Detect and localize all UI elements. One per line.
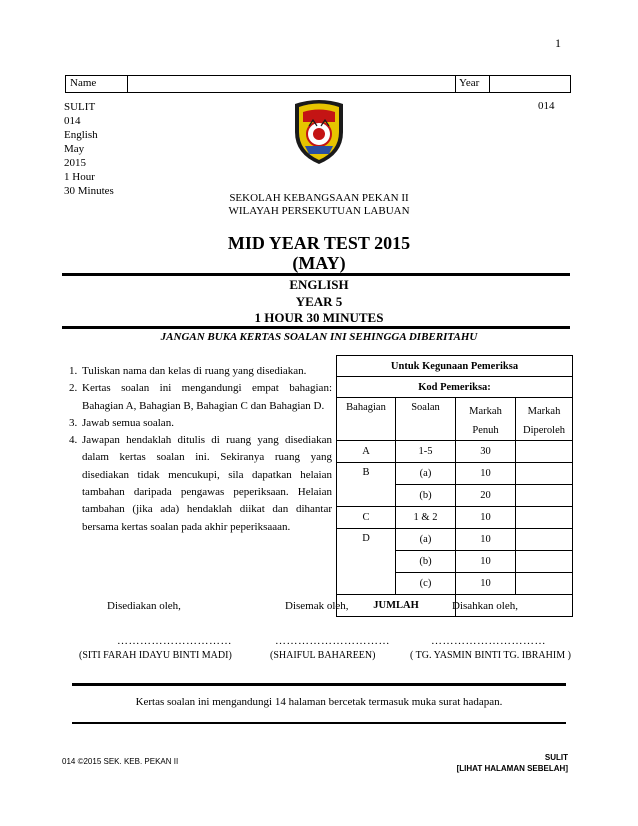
test-title: MID YEAR TEST 2015 bbox=[227, 233, 411, 253]
header-code: 014 bbox=[538, 100, 555, 112]
instruction-item: 4. Jawapan hendaklah ditulis di ruang yang disediakan dalam kertas soalan ini. Sekiranya ruang yang disediakan tidak mencukupi, sila dapatkan helaian tambahan daripada pengawas peperiksaan. Helaian tambahan (jika ada) hendaklah diikat dan dihantar bersama kertas soalan pada akhir peperiksaaan. bbox=[80, 432, 332, 536]
name-label: Name bbox=[70, 77, 97, 89]
prepared-by-name: (SITI FARAH IDAYU BINTI MADI) bbox=[79, 650, 232, 661]
examiner-table-title: Untuk Kegunaan Pemeriksa bbox=[337, 356, 573, 377]
obtained-mark-cell[interactable] bbox=[516, 441, 573, 463]
paper-duration-hour: 1 Hour bbox=[64, 171, 95, 183]
school-name: SEKOLAH KEBANGSAAN PEKAN II bbox=[229, 192, 409, 204]
divider bbox=[62, 273, 570, 276]
section-cell: D bbox=[337, 529, 396, 595]
divider bbox=[72, 722, 566, 724]
table-row bbox=[337, 441, 573, 463]
examiner-code-label: Kod Pemeriksa: bbox=[337, 377, 573, 398]
paper-status: SULIT bbox=[64, 101, 96, 113]
approved-by-name: ( TG. YASMIN BINTI TG. IBRAHIM ) bbox=[410, 650, 571, 661]
footer-status: SULIT bbox=[544, 753, 568, 762]
column-header: Markah Penuh bbox=[456, 398, 516, 441]
name-year-box bbox=[65, 75, 571, 93]
question-cell: 1-5 bbox=[396, 441, 456, 463]
prepared-by-label: Disediakan oleh, bbox=[107, 600, 181, 612]
paper-code: 014 bbox=[64, 115, 81, 127]
year-label: Year bbox=[459, 77, 480, 89]
subject-year: YEAR 5 bbox=[295, 294, 343, 309]
question-cell: (a) bbox=[396, 463, 456, 485]
question-cell: (a) bbox=[396, 529, 456, 551]
full-mark-cell: 30 bbox=[456, 441, 516, 463]
instruction-item: 2. Kertas soalan ini mengandungi empat bahagian: Bahagian A, Bahagian B, Bahagian C dan Bahagian D. bbox=[80, 380, 332, 415]
column-header: Bahagian bbox=[337, 398, 396, 441]
page-count-note: Kertas soalan ini mengandungi 14 halaman bercetak termasuk muka surat hadapan. bbox=[135, 696, 503, 708]
full-mark-cell: 10 bbox=[456, 551, 516, 573]
column-header: Markah Diperoleh bbox=[516, 398, 573, 441]
obtained-mark-cell[interactable] bbox=[516, 507, 573, 529]
school-crest-icon bbox=[289, 98, 349, 171]
instruction-item: 1. Tuliskan nama dan kelas di ruang yang disediakan. bbox=[80, 363, 332, 380]
divider bbox=[455, 76, 456, 92]
checked-by-label: Disemak oleh, bbox=[285, 600, 349, 612]
question-cell: 1 & 2 bbox=[396, 507, 456, 529]
page-number: 1 bbox=[555, 36, 561, 50]
question-cell: (b) bbox=[396, 551, 456, 573]
approved-by-label: Disahkan oleh, bbox=[452, 600, 518, 612]
table-row bbox=[337, 529, 573, 551]
table-row bbox=[337, 507, 573, 529]
signature-line: ………………………… bbox=[431, 635, 546, 647]
paper-duration-minutes: 30 Minutes bbox=[64, 185, 114, 197]
subject-name: ENGLISH bbox=[289, 277, 349, 292]
divider bbox=[62, 326, 570, 329]
examiner-table bbox=[336, 355, 573, 617]
divider bbox=[489, 76, 490, 92]
section-cell: B bbox=[337, 463, 396, 507]
question-cell: (c) bbox=[396, 573, 456, 595]
full-mark-cell: 20 bbox=[456, 485, 516, 507]
test-duration: 1 HOUR 30 MINUTES bbox=[254, 310, 384, 325]
instructions bbox=[62, 363, 332, 536]
question-cell: (b) bbox=[396, 485, 456, 507]
footer-copyright: 014 ©2015 SEK. KEB. PEKAN II bbox=[62, 757, 179, 766]
obtained-mark-cell[interactable] bbox=[516, 463, 573, 485]
full-mark-cell: 10 bbox=[456, 507, 516, 529]
obtained-mark-cell[interactable] bbox=[516, 485, 573, 507]
obtained-mark-cell[interactable] bbox=[516, 573, 573, 595]
paper-info bbox=[64, 100, 114, 198]
school-location: WILAYAH PERSEKUTUAN LABUAN bbox=[228, 205, 410, 217]
total-label: JUMLAH bbox=[337, 595, 456, 617]
obtained-mark-cell[interactable] bbox=[516, 551, 573, 573]
table-row bbox=[337, 463, 573, 485]
section-cell: C bbox=[337, 507, 396, 529]
obtained-mark-cell[interactable] bbox=[516, 529, 573, 551]
column-header: Soalan bbox=[396, 398, 456, 441]
checked-by-name: (SHAIFUL BAHAREEN) bbox=[270, 650, 376, 661]
divider bbox=[127, 76, 128, 92]
full-mark-cell: 10 bbox=[456, 573, 516, 595]
full-mark-cell: 10 bbox=[456, 529, 516, 551]
warning-text: JANGAN BUKA KERTAS SOALAN INI SEHINGGA DIBERITAHU bbox=[160, 331, 478, 343]
instruction-item: 3. Jawab semua soalan. bbox=[80, 415, 332, 432]
footer-next-page: [LIHAT HALAMAN SEBELAH] bbox=[456, 764, 568, 773]
signature-line: ………………………… bbox=[275, 635, 390, 647]
signature-line: ………………………… bbox=[117, 635, 232, 647]
full-mark-cell: 10 bbox=[456, 463, 516, 485]
section-cell: A bbox=[337, 441, 396, 463]
paper-month: May bbox=[64, 143, 85, 155]
paper-year: 2015 bbox=[64, 157, 86, 169]
paper-subject: English bbox=[64, 129, 98, 141]
divider bbox=[72, 683, 566, 686]
test-month: (MAY) bbox=[292, 253, 346, 273]
